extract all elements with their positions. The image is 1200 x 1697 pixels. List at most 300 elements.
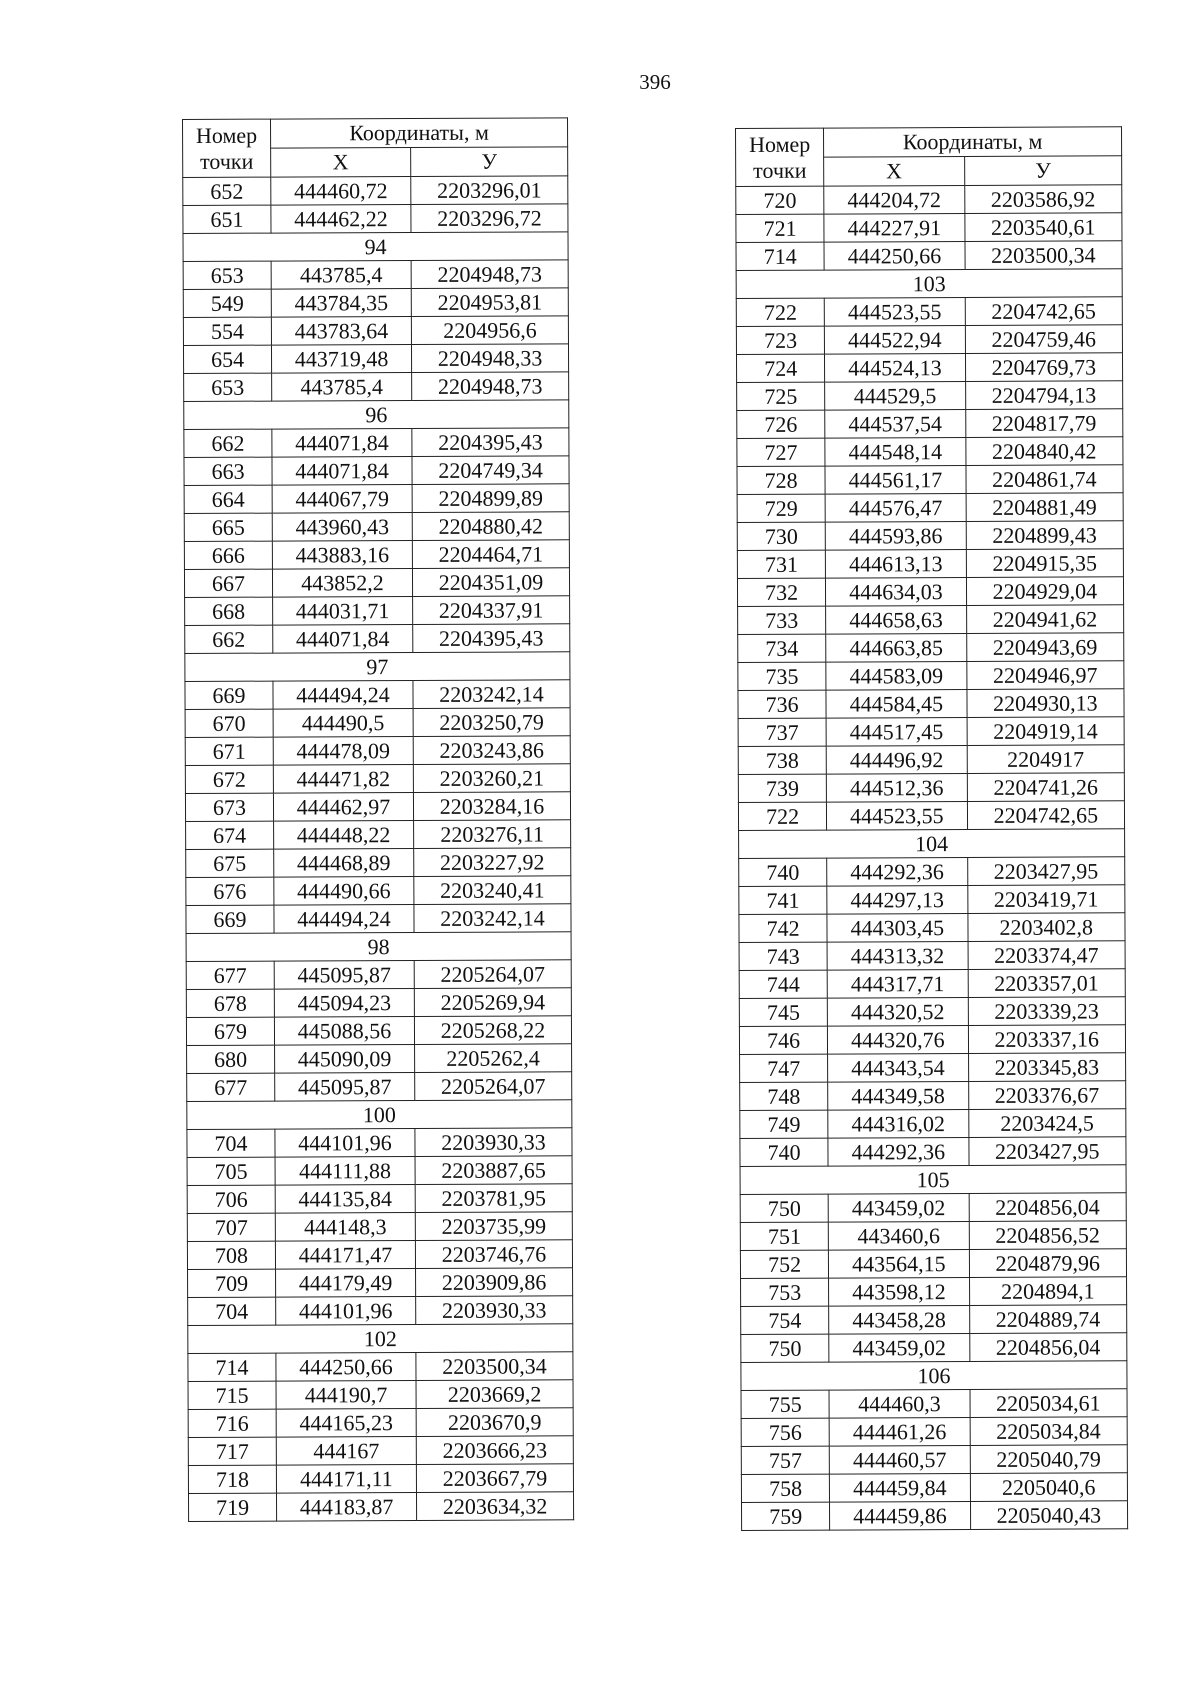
section-number: 102 — [188, 1324, 573, 1354]
point-number-cell: 705 — [187, 1157, 275, 1185]
point-number-cell: 731 — [737, 550, 825, 578]
point-number-cell: 706 — [187, 1185, 275, 1213]
point-number-header-line: точки — [753, 157, 807, 183]
table-row — [739, 885, 1125, 915]
y-coordinate-cell: 2203781,95 — [415, 1184, 572, 1213]
header-row — [183, 118, 568, 149]
table-row — [740, 1221, 1126, 1251]
y-coordinate-cell: 2204856,52 — [969, 1221, 1127, 1250]
x-coordinate-cell: 444460,72 — [271, 177, 411, 206]
x-coordinate-cell: 444227,91 — [824, 213, 964, 242]
table-row — [739, 857, 1125, 887]
point-number-header — [183, 119, 271, 177]
table-row — [185, 792, 570, 822]
y-coordinate-cell: 2204899,89 — [412, 484, 569, 513]
y-coordinate-cell: 2204769,73 — [965, 353, 1123, 382]
point-number-cell: 663 — [184, 457, 272, 485]
x-coordinate-cell: 444448,22 — [274, 820, 414, 849]
y-coordinate-cell: 2204956,6 — [411, 316, 568, 345]
point-number-cell: 743 — [739, 942, 827, 970]
x-coordinate-cell: 444297,13 — [827, 885, 967, 914]
table-row — [186, 820, 571, 850]
table-row — [185, 736, 570, 766]
point-number-cell: 726 — [737, 410, 825, 438]
section-number: 105 — [740, 1165, 1126, 1195]
point-number-cell: 716 — [188, 1409, 276, 1437]
point-number-cell: 549 — [183, 289, 271, 317]
table-row — [185, 624, 570, 654]
point-number-cell: 714 — [188, 1353, 276, 1381]
table-row — [184, 512, 569, 542]
x-coordinate-cell: 443460,6 — [828, 1221, 968, 1250]
x-coordinate-cell: 444250,66 — [824, 241, 964, 270]
point-number-cell: 670 — [185, 709, 273, 737]
point-number-cell: 672 — [185, 765, 273, 793]
point-number-cell: 669 — [185, 681, 273, 709]
x-coordinate-cell: 443852,2 — [272, 568, 412, 597]
x-coordinate-cell: 444204,72 — [824, 185, 964, 214]
y-coordinate-cell: 2203357,01 — [968, 969, 1126, 998]
y-coordinate-cell: 2203667,79 — [416, 1464, 573, 1493]
section-row — [185, 652, 570, 682]
point-number-cell: 704 — [187, 1129, 275, 1157]
section-row — [186, 932, 571, 962]
point-number-cell: 677 — [187, 1073, 275, 1101]
table-row — [737, 381, 1123, 411]
point-number-cell: 677 — [186, 961, 274, 989]
table-row — [186, 1016, 571, 1046]
coordinates-table-right — [735, 126, 1128, 1531]
point-number-cell: 667 — [184, 569, 272, 597]
point-number-cell: 669 — [186, 905, 274, 933]
x-coordinate-cell: 444101,96 — [275, 1128, 415, 1157]
y-coordinate-cell: 2204943,69 — [966, 633, 1124, 662]
table-row — [184, 456, 569, 486]
x-coordinate-cell: 443598,12 — [829, 1277, 969, 1306]
x-coordinate-cell: 444496,92 — [826, 745, 966, 774]
x-coordinate-cell: 443784,35 — [271, 289, 411, 318]
table-row — [741, 1305, 1127, 1335]
table-row — [188, 1296, 573, 1326]
table-row — [739, 913, 1125, 943]
y-coordinate-cell: 2204741,26 — [967, 773, 1125, 802]
x-coordinate-cell: 444316,02 — [828, 1109, 968, 1138]
x-coordinate-cell: 444071,84 — [272, 429, 412, 458]
table-row — [737, 493, 1123, 523]
point-number-cell: 723 — [736, 326, 824, 354]
point-number-cell: 720 — [736, 186, 824, 214]
x-coordinate-cell: 443785,4 — [271, 261, 411, 290]
x-coordinate-cell: 443883,16 — [272, 540, 412, 569]
y-coordinate-cell: 2204817,79 — [965, 409, 1123, 438]
point-number-cell: 652 — [183, 177, 271, 205]
y-coordinate-cell: 2203669,2 — [416, 1380, 573, 1409]
table-row — [186, 904, 571, 934]
y-coordinate-cell: 2204953,81 — [411, 288, 568, 317]
x-coordinate-cell: 444471,82 — [273, 764, 413, 793]
coordinates-header: Координаты, м — [271, 118, 568, 148]
y-coordinate-cell: 2204948,33 — [411, 344, 568, 373]
table-row — [736, 213, 1122, 243]
table-row — [187, 1044, 572, 1074]
y-coordinate-cell: 2203666,23 — [416, 1436, 573, 1465]
x-coordinate-cell: 444320,52 — [828, 997, 968, 1026]
y-coordinate-cell: 2203276,11 — [414, 820, 571, 849]
table-row — [738, 633, 1124, 663]
point-number-cell: 744 — [739, 970, 827, 998]
table-row — [185, 596, 570, 626]
table-row — [188, 1464, 573, 1494]
y-header: У — [964, 156, 1122, 186]
section-number: 96 — [184, 400, 569, 430]
table-row — [736, 241, 1122, 271]
point-number-header-line: Номер — [749, 131, 811, 157]
point-number-cell: 662 — [184, 429, 272, 457]
table-row — [738, 773, 1124, 803]
y-coordinate-cell: 2204840,42 — [965, 437, 1123, 466]
header-row — [736, 127, 1122, 158]
y-coordinate-cell: 2203424,5 — [968, 1109, 1126, 1138]
y-coordinate-cell: 2205264,07 — [415, 1072, 572, 1101]
table-row — [737, 521, 1123, 551]
point-number-cell: 754 — [741, 1306, 829, 1334]
table-row — [736, 297, 1122, 327]
x-coordinate-cell: 444576,47 — [825, 493, 965, 522]
point-number-cell: 719 — [188, 1493, 276, 1521]
section-row — [183, 232, 568, 262]
x-coordinate-cell: 444583,09 — [826, 661, 966, 690]
y-coordinate-cell: 2203296,72 — [411, 204, 568, 233]
point-number-cell: 724 — [736, 354, 824, 382]
section-row — [741, 1361, 1127, 1391]
y-coordinate-cell: 2203427,95 — [968, 1137, 1126, 1166]
y-coordinate-cell: 2203427,95 — [967, 857, 1125, 886]
y-coordinate-cell: 2204881,49 — [966, 493, 1124, 522]
y-header: У — [411, 147, 568, 177]
section-number: 94 — [183, 232, 568, 262]
table-row — [184, 484, 569, 514]
y-coordinate-cell: 2204948,73 — [411, 260, 568, 289]
point-number-cell: 755 — [741, 1390, 829, 1418]
x-coordinate-cell: 444478,09 — [273, 736, 413, 765]
x-coordinate-cell: 444494,24 — [274, 904, 414, 933]
table-row — [736, 185, 1122, 215]
y-coordinate-cell: 2204742,65 — [965, 297, 1123, 326]
x-header: Х — [824, 157, 964, 187]
table-row — [183, 204, 568, 234]
point-number-cell: 753 — [741, 1278, 829, 1306]
x-coordinate-cell: 444523,55 — [827, 801, 967, 830]
y-coordinate-cell: 2204464,71 — [412, 540, 569, 569]
x-coordinate-cell: 444658,63 — [826, 605, 966, 634]
x-coordinate-cell: 443459,02 — [829, 1333, 969, 1362]
table-row — [183, 260, 568, 290]
point-number-cell: 737 — [738, 718, 826, 746]
y-coordinate-cell: 2204915,35 — [966, 549, 1124, 578]
y-coordinate-cell: 2205034,61 — [970, 1389, 1128, 1418]
point-number-cell: 679 — [186, 1017, 274, 1045]
point-number-cell: 654 — [183, 345, 271, 373]
y-coordinate-cell: 2204948,73 — [412, 372, 569, 401]
y-coordinate-cell: 2204879,96 — [969, 1249, 1127, 1278]
table-row — [184, 540, 569, 570]
y-coordinate-cell: 2203345,83 — [968, 1053, 1126, 1082]
section-number: 106 — [741, 1361, 1127, 1391]
y-coordinate-cell: 2205034,84 — [970, 1417, 1128, 1446]
y-coordinate-cell: 2204395,43 — [412, 428, 569, 457]
x-coordinate-cell: 444460,3 — [829, 1389, 969, 1418]
table-row — [740, 1053, 1126, 1083]
x-coordinate-cell: 444292,36 — [827, 857, 967, 886]
point-number-cell: 662 — [185, 625, 273, 653]
point-number-cell: 730 — [737, 522, 825, 550]
x-coordinate-cell: 444292,36 — [828, 1137, 968, 1166]
point-number-cell: 722 — [738, 802, 826, 830]
table-row — [741, 1417, 1127, 1447]
point-number-cell: 751 — [740, 1222, 828, 1250]
table-row — [187, 1212, 572, 1242]
y-coordinate-cell: 2204880,42 — [412, 512, 569, 541]
x-coordinate-cell: 444111,88 — [275, 1156, 415, 1185]
table-row — [186, 988, 571, 1018]
x-coordinate-cell: 444462,22 — [271, 205, 411, 234]
point-number-cell: 750 — [740, 1194, 828, 1222]
section-row — [736, 269, 1122, 299]
x-header: Х — [271, 148, 411, 178]
table-row — [738, 689, 1124, 719]
table-row — [739, 1025, 1125, 1055]
x-coordinate-cell: 444524,13 — [825, 353, 965, 382]
x-coordinate-cell: 444343,54 — [828, 1053, 968, 1082]
y-coordinate-cell: 2205040,79 — [970, 1445, 1128, 1474]
x-coordinate-cell: 443960,43 — [272, 512, 412, 541]
y-coordinate-cell: 2204946,97 — [966, 661, 1124, 690]
y-coordinate-cell: 2204917 — [967, 745, 1125, 774]
point-number-cell: 740 — [739, 858, 827, 886]
table-row — [186, 876, 571, 906]
x-coordinate-cell: 444171,11 — [276, 1464, 416, 1493]
point-number-cell: 757 — [741, 1446, 829, 1474]
y-coordinate-cell: 2203260,21 — [413, 764, 570, 793]
point-number-cell: 740 — [740, 1138, 828, 1166]
y-coordinate-cell: 2203735,99 — [415, 1212, 572, 1241]
point-number-cell: 675 — [186, 849, 274, 877]
section-row — [187, 1100, 572, 1130]
y-coordinate-cell: 2204337,91 — [413, 596, 570, 625]
section-number: 103 — [736, 269, 1122, 299]
x-coordinate-cell: 444537,54 — [825, 409, 965, 438]
point-number-cell: 735 — [738, 662, 826, 690]
y-coordinate-cell: 2203634,32 — [416, 1492, 573, 1521]
y-coordinate-cell: 2204759,46 — [965, 325, 1123, 354]
table-row — [738, 717, 1124, 747]
y-coordinate-cell: 2203930,33 — [416, 1296, 573, 1325]
table-row — [188, 1492, 573, 1522]
x-coordinate-cell: 443564,15 — [829, 1249, 969, 1278]
table-row — [185, 764, 570, 794]
point-number-cell: 717 — [188, 1437, 276, 1465]
y-coordinate-cell: 2204889,74 — [969, 1305, 1127, 1334]
x-coordinate-cell: 444349,58 — [828, 1081, 968, 1110]
point-number-cell: 554 — [183, 317, 271, 345]
section-row — [739, 829, 1125, 859]
y-coordinate-cell: 2203339,23 — [968, 997, 1126, 1026]
point-number-cell: 653 — [183, 261, 271, 289]
table-row — [740, 1137, 1126, 1167]
point-number-cell: 742 — [739, 914, 827, 942]
table-row — [184, 372, 569, 402]
point-number-cell: 756 — [741, 1418, 829, 1446]
y-coordinate-cell: 2203242,14 — [413, 680, 570, 709]
x-coordinate-cell: 444190,7 — [276, 1380, 416, 1409]
section-row — [188, 1324, 573, 1354]
y-coordinate-cell: 2204351,09 — [412, 568, 569, 597]
y-coordinate-cell: 2204899,43 — [966, 521, 1124, 550]
point-number-cell: 709 — [188, 1269, 276, 1297]
y-coordinate-cell: 2203240,41 — [414, 876, 571, 905]
x-coordinate-cell: 444529,5 — [825, 381, 965, 410]
table-row — [739, 941, 1125, 971]
point-number-cell: 718 — [188, 1465, 276, 1493]
x-coordinate-cell: 444460,57 — [829, 1445, 969, 1474]
point-number-cell: 674 — [186, 821, 274, 849]
coordinates-table-left — [182, 117, 574, 1522]
point-number-cell: 728 — [737, 466, 825, 494]
y-coordinate-cell: 2204395,43 — [413, 624, 570, 653]
point-number-cell: 664 — [184, 485, 272, 513]
y-coordinate-cell: 2203586,92 — [964, 185, 1122, 214]
x-coordinate-cell: 444071,84 — [273, 624, 413, 653]
table-row — [739, 969, 1125, 999]
table-row — [188, 1380, 573, 1410]
table-row — [187, 1156, 572, 1186]
table-row — [183, 288, 568, 318]
x-coordinate-cell: 444512,36 — [827, 773, 967, 802]
point-number-cell: 678 — [186, 989, 274, 1017]
x-coordinate-cell: 444593,86 — [825, 521, 965, 550]
point-number-cell: 722 — [736, 298, 824, 326]
x-coordinate-cell: 444461,26 — [829, 1417, 969, 1446]
point-number-cell: 714 — [736, 242, 824, 270]
y-coordinate-cell: 2203250,79 — [413, 708, 570, 737]
x-coordinate-cell: 444494,24 — [273, 680, 413, 709]
table-row — [736, 353, 1122, 383]
table-row — [740, 1109, 1126, 1139]
table-row — [738, 661, 1124, 691]
y-coordinate-cell: 2205268,22 — [414, 1016, 571, 1045]
point-number-header-line: Номер — [195, 122, 258, 148]
table-row — [740, 1249, 1126, 1279]
y-coordinate-cell: 2205040,43 — [970, 1501, 1128, 1530]
point-number-cell: 734 — [738, 634, 826, 662]
point-number-cell: 759 — [741, 1502, 829, 1530]
point-number-header-line: точки — [199, 148, 254, 174]
point-number-cell: 671 — [185, 737, 273, 765]
y-coordinate-cell: 2205040,6 — [970, 1473, 1128, 1502]
x-coordinate-cell: 444303,45 — [827, 913, 967, 942]
table-row — [187, 1184, 572, 1214]
y-coordinate-cell: 2204856,04 — [969, 1333, 1127, 1362]
x-coordinate-cell: 445094,23 — [274, 988, 414, 1017]
x-coordinate-cell: 444561,17 — [825, 465, 965, 494]
x-coordinate-cell: 444250,66 — [276, 1352, 416, 1381]
point-number-cell: 745 — [739, 998, 827, 1026]
y-coordinate-cell: 2203242,14 — [414, 904, 571, 933]
table-row — [187, 1128, 572, 1158]
point-number-cell: 715 — [188, 1381, 276, 1409]
point-number-cell: 729 — [737, 494, 825, 522]
table-row — [187, 1240, 572, 1270]
x-coordinate-cell: 444663,85 — [826, 633, 966, 662]
point-number-header — [736, 128, 824, 186]
x-coordinate-cell: 443459,02 — [828, 1193, 968, 1222]
point-number-cell: 653 — [184, 373, 272, 401]
y-coordinate-cell: 2203930,33 — [415, 1128, 572, 1157]
table-row — [739, 997, 1125, 1027]
table-row — [740, 1193, 1126, 1223]
y-coordinate-cell: 2204856,04 — [969, 1193, 1127, 1222]
x-coordinate-cell: 444613,13 — [826, 549, 966, 578]
x-coordinate-cell: 444548,14 — [825, 437, 965, 466]
y-coordinate-cell: 2203909,86 — [416, 1268, 573, 1297]
y-coordinate-cell: 2203887,65 — [415, 1156, 572, 1185]
point-number-cell: 725 — [737, 382, 825, 410]
point-number-cell: 750 — [741, 1334, 829, 1362]
point-number-cell: 733 — [738, 606, 826, 634]
point-number-cell: 651 — [183, 205, 271, 233]
y-coordinate-cell: 2203284,16 — [413, 792, 570, 821]
table-row — [741, 1501, 1127, 1531]
table-row — [188, 1408, 573, 1438]
point-number-cell: 736 — [738, 690, 826, 718]
y-coordinate-cell: 2203500,34 — [965, 241, 1123, 270]
x-coordinate-cell: 444522,94 — [825, 325, 965, 354]
point-number-cell: 680 — [187, 1045, 275, 1073]
x-coordinate-cell: 444468,89 — [274, 848, 414, 877]
section-number: 104 — [739, 829, 1125, 859]
point-number-cell: 758 — [741, 1474, 829, 1502]
table-row — [741, 1473, 1127, 1503]
table-row — [188, 1352, 573, 1382]
section-row — [184, 400, 569, 430]
table-row — [183, 316, 568, 346]
x-coordinate-cell: 445090,09 — [275, 1044, 415, 1073]
x-coordinate-cell: 444490,66 — [274, 876, 414, 905]
table-row — [740, 1081, 1126, 1111]
y-coordinate-cell: 2203746,76 — [415, 1240, 572, 1269]
section-number: 97 — [185, 652, 570, 682]
x-coordinate-cell: 445088,56 — [274, 1016, 414, 1045]
x-coordinate-cell: 444490,5 — [273, 708, 413, 737]
x-coordinate-cell: 444317,71 — [827, 969, 967, 998]
point-number-cell: 676 — [186, 877, 274, 905]
table-row — [737, 409, 1123, 439]
x-coordinate-cell: 444320,76 — [828, 1025, 968, 1054]
point-number-cell: 752 — [740, 1250, 828, 1278]
x-coordinate-cell: 445095,87 — [275, 1072, 415, 1101]
point-number-cell: 666 — [184, 541, 272, 569]
y-coordinate-cell: 2203374,47 — [968, 941, 1126, 970]
x-coordinate-cell: 444517,45 — [826, 717, 966, 746]
x-coordinate-cell: 444067,79 — [272, 484, 412, 513]
x-coordinate-cell: 444171,47 — [275, 1240, 415, 1269]
point-number-cell: 707 — [187, 1213, 275, 1241]
page-number: 396 — [639, 70, 671, 94]
coordinates-header: Координаты, м — [824, 127, 1122, 157]
x-coordinate-cell: 444584,45 — [826, 689, 966, 718]
x-coordinate-cell: 444165,23 — [276, 1408, 416, 1437]
y-coordinate-cell: 2203670,9 — [416, 1408, 573, 1437]
